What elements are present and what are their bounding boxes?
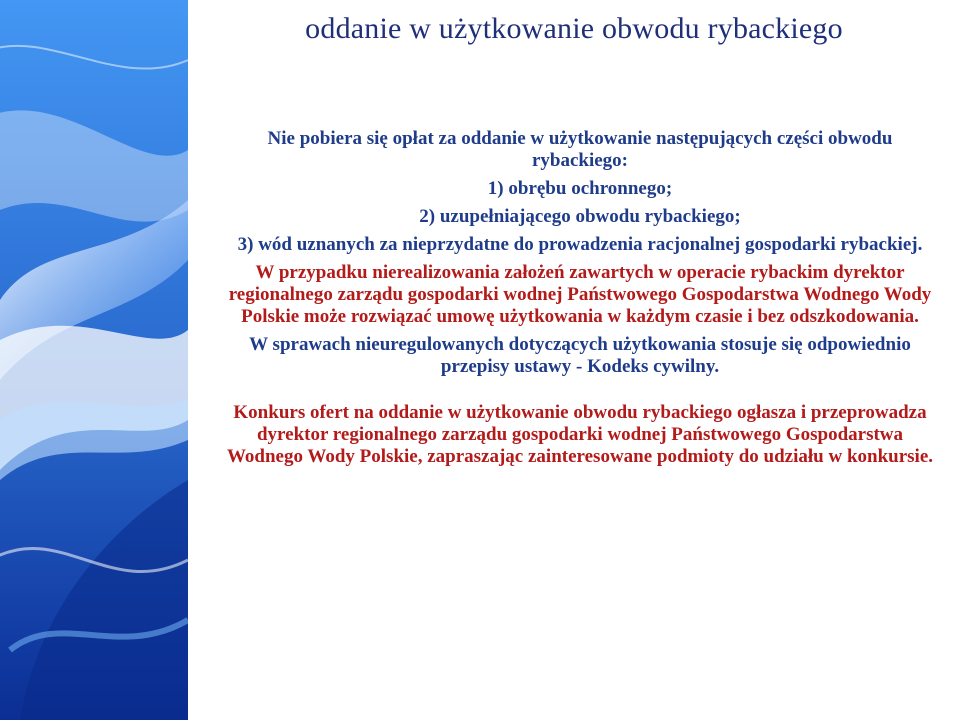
- list-item-3: 3) wód uznanych za nieprzydatne do prowadzenia racjonalnej gospodarki rybackiej.: [237, 234, 923, 255]
- swirl-graphic: [0, 0, 188, 720]
- slide-title: oddanie w użytkowanie obwodu rybackiego: [305, 12, 843, 45]
- paragraph-no-fees-intro: Nie pobiera się opłat za oddanie w użytkowanie następujących części obwodu rybackiego:: [267, 128, 893, 171]
- list-item-1: 1) obrębu ochronnego;: [487, 178, 673, 199]
- list-item-2: 2) uzupełniającego obwodu rybackiego;: [419, 206, 741, 227]
- paragraph-civil-code: W sprawach nieuregulowanych dotyczących użytkowania stosuje się odpowiednio przepisy ustawy - Kodeks cywilny.: [249, 334, 911, 377]
- paragraph-competition: Konkurs ofert na oddanie w użytkowanie obwodu rybackiego ogłasza i przeprowadza dyrektor regionalnego zarządu gospodarki wodnej Państwowego Gospodarstwa Wodnego Wody Polskie, zapraszając zainteresowane podmioty do udziału w konkursie.: [226, 402, 934, 467]
- slide-body: [220, 128, 940, 474]
- decorative-blue-swirl-image: [0, 0, 188, 720]
- paragraph-termination: W przypadku nierealizowania założeń zawartych w operacie rybackim dyrektor regionalnego zarządu gospodarki wodnej Państwowego Gospodarstwa Wodnego Wody Polskie może rozwiązać umowę użytkowania w każdym czasie i bez odszkodowania.: [228, 262, 932, 327]
